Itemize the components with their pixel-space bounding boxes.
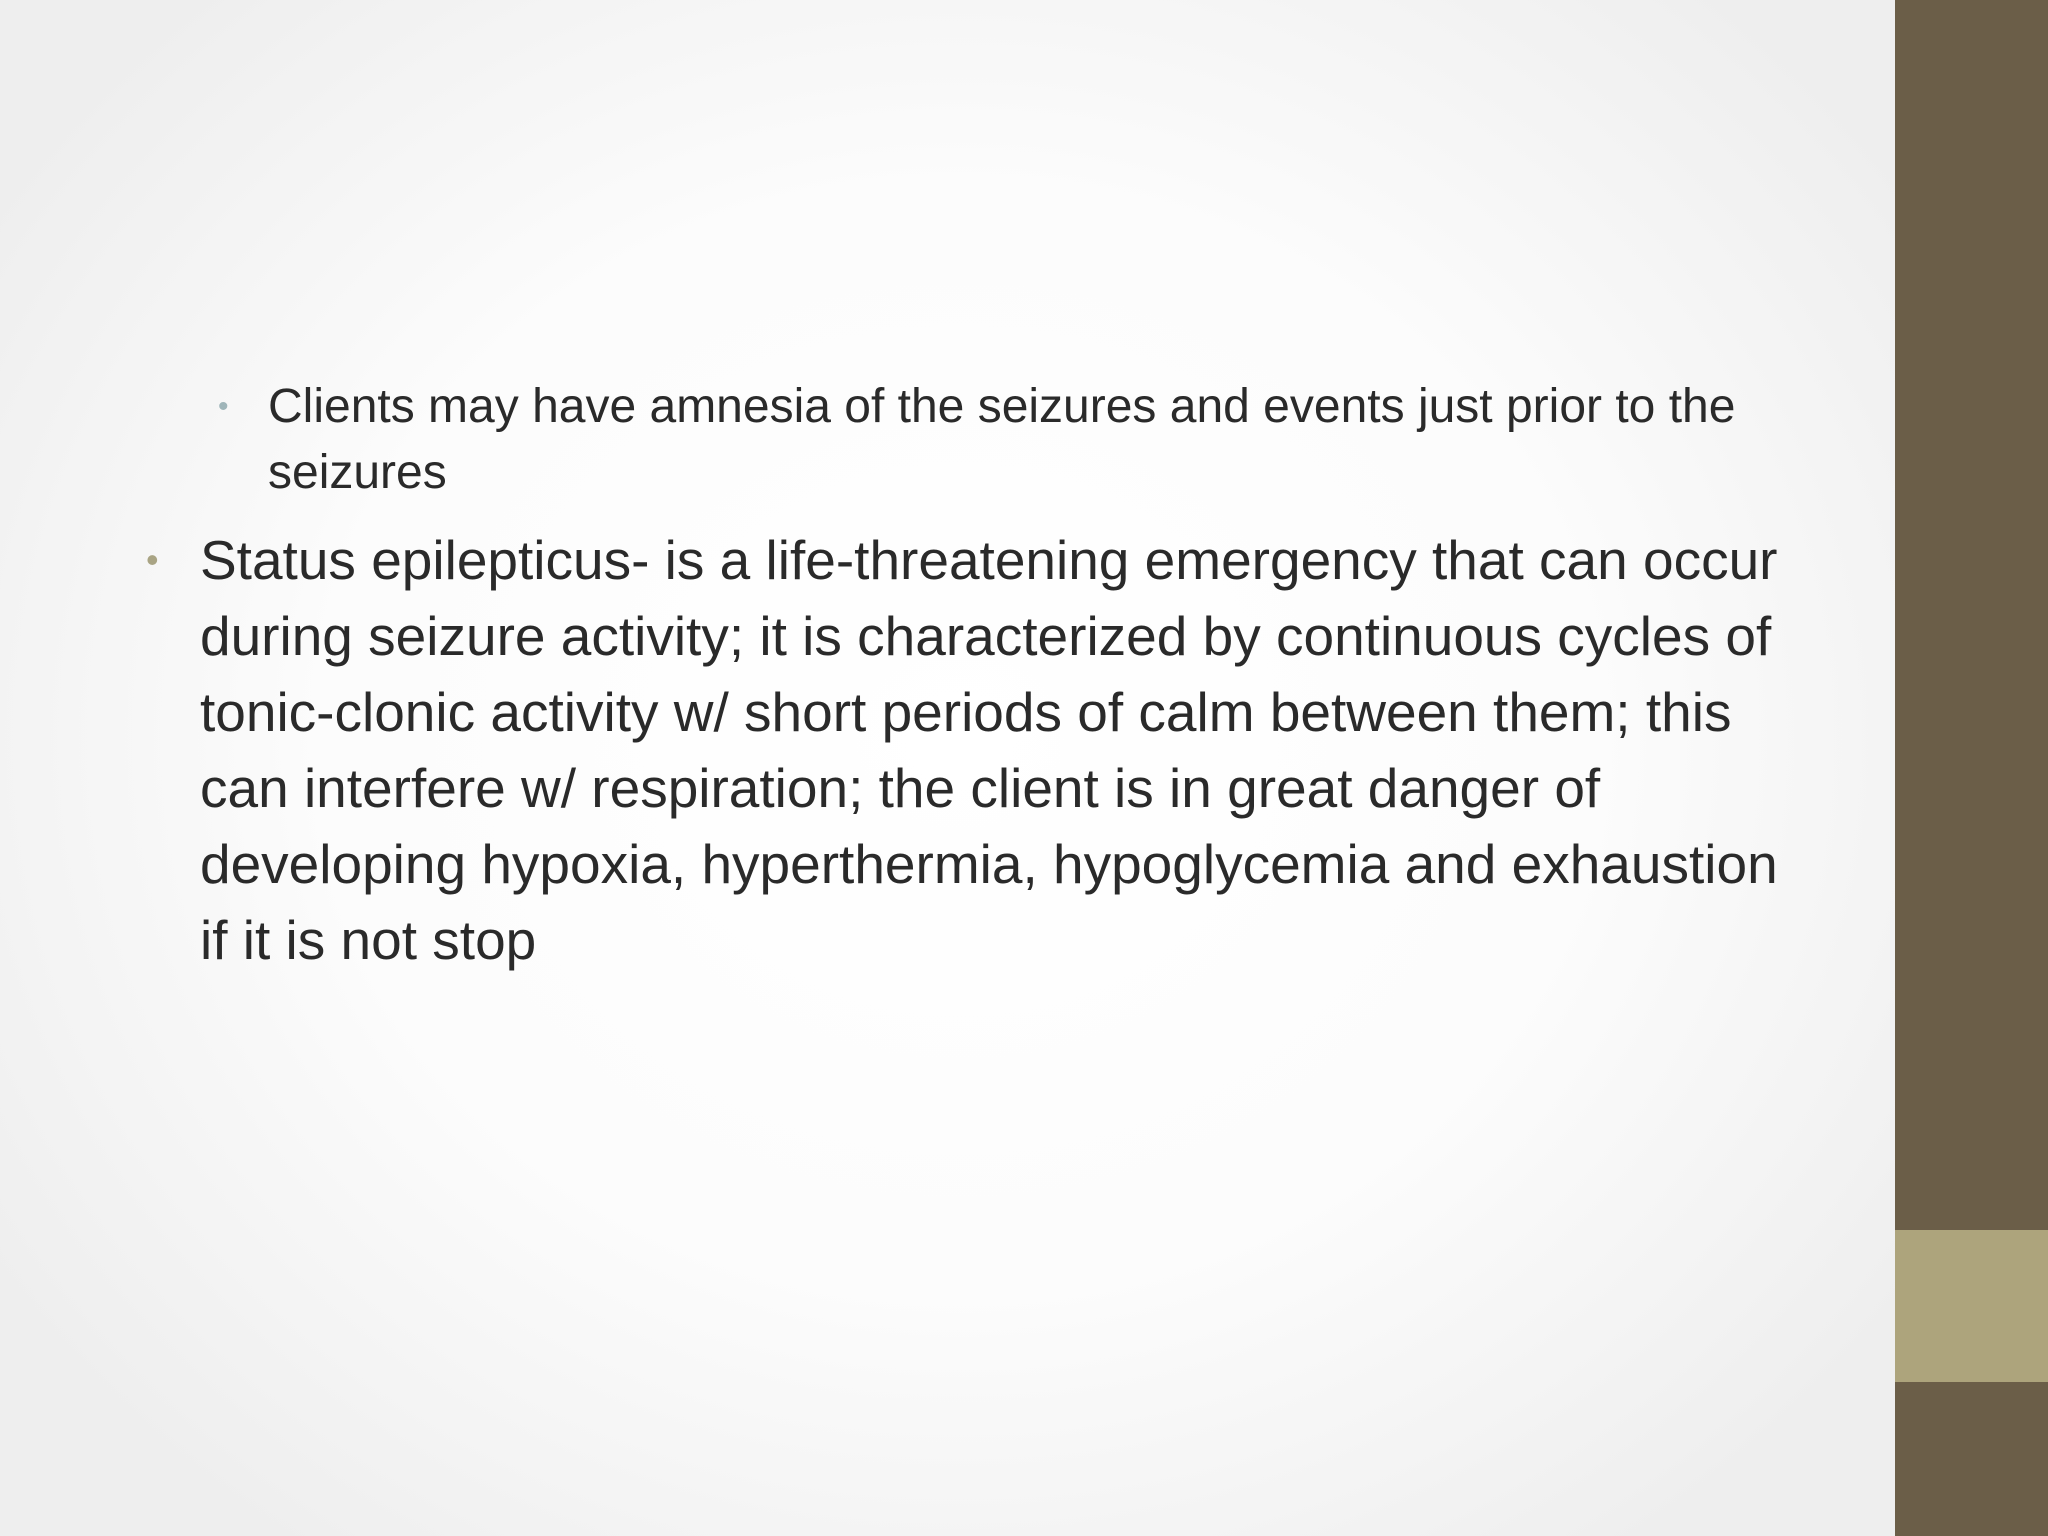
- bullet-item: [146, 522, 1786, 978]
- bullet-marker-icon: •: [218, 390, 229, 423]
- sub-bullet-item: [218, 374, 1798, 506]
- sub-bullet-text: Clients may have amnesia of the seizures and events just prior to the seizures: [268, 380, 1736, 499]
- decorative-side-bar-accent: [1895, 1230, 2048, 1382]
- bullet-text: Status epilepticus- is a life-threatening emergency that can occur during seizure activity; it is characterized by continuous cycles of tonic-clonic activity w/ short periods of calm between them; this can interfere w/ respiration; the client is in great danger of developing hypoxia, hyperthermia, hypoglycemia and exhaustion if it is not stop: [200, 529, 1778, 971]
- bullet-marker-icon: •: [146, 539, 159, 580]
